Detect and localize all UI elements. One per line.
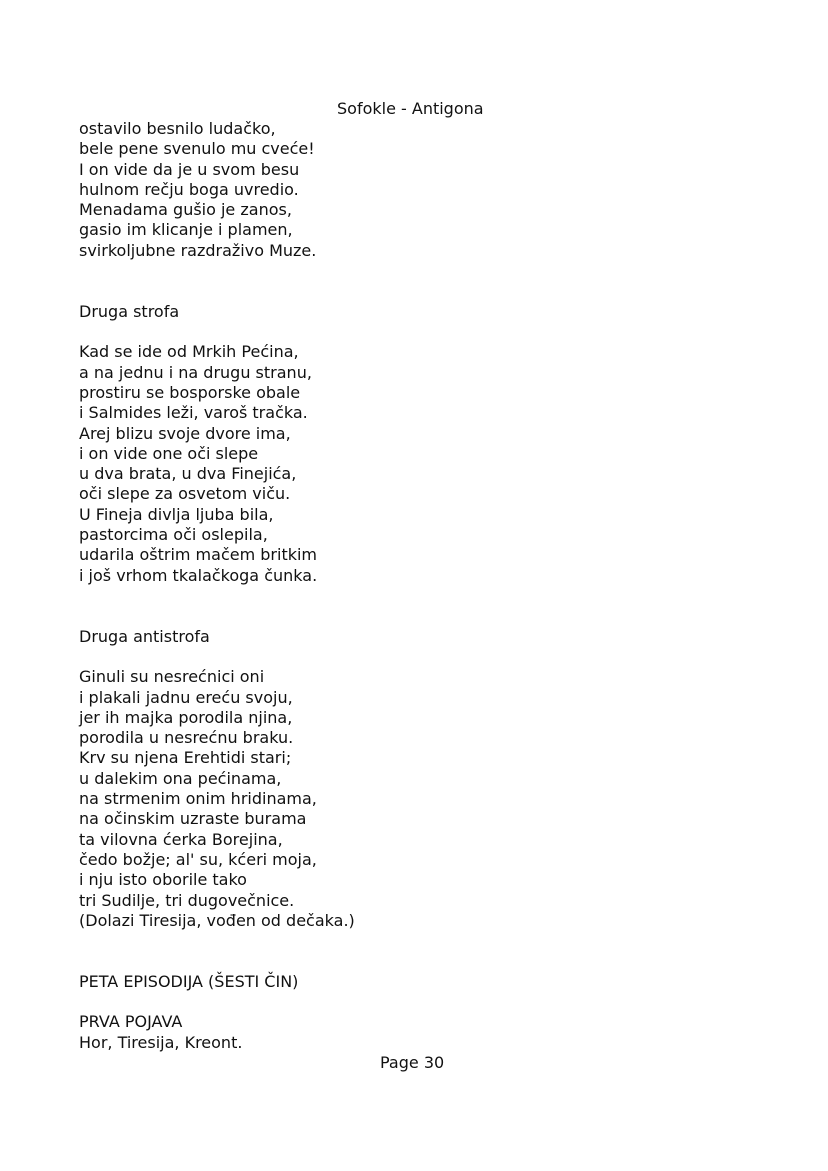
section-heading-druga-antistrofa: Druga antistrofa: [79, 626, 210, 646]
verse-line: udarila oštrim mačem britkim: [79, 545, 318, 565]
verse-line: u dalekim ona pećinama,: [79, 768, 282, 788]
verse-line: gasio im klicanje i plamen,: [79, 220, 293, 240]
verse-line: I on vide da je u svom besu: [79, 159, 300, 179]
verse-block-3: [79, 667, 355, 931]
verse-block-1: [79, 119, 355, 261]
verse-line: U Fineja divlja ljuba bila,: [79, 504, 274, 524]
verse-line: a na jednu i na drugu stranu,: [79, 362, 312, 382]
verse-line: Ginuli su nesrećnici oni: [79, 667, 265, 687]
verse-line: na strmenim onim hridinama,: [79, 789, 317, 809]
verse-line: i on vide one oči slepe: [79, 443, 259, 463]
verse-line: u dva brata, u dva Finejića,: [79, 464, 297, 484]
stage-direction: (Dolazi Tiresija, vođen od dečaka.): [79, 910, 355, 930]
verse-line: prostiru se bosporske obale: [79, 382, 301, 402]
verse-line: pastorcima oči oslepila,: [79, 525, 268, 545]
verse-line: oči slepe za osvetom viču.: [79, 484, 291, 504]
verse-line: Menadama gušio je zanos,: [79, 200, 292, 220]
verse-line: tri Sudilje, tri dugovečnice.: [79, 890, 295, 910]
running-header: Sofokle - Antigona: [337, 99, 484, 118]
verse-line: ta vilovna ćerka Borejina,: [79, 829, 283, 849]
verse-line: Krv su njena Erehtidi stari;: [79, 748, 292, 768]
verse-line: na očinskim uzraste burama: [79, 809, 307, 829]
verse-line: bele pene svenulo mu cveće!: [79, 139, 315, 159]
verse-line: porodila u nesrećnu braku.: [79, 728, 294, 748]
verse-line: Kad se ide od Mrkih Pećina,: [79, 342, 299, 362]
verse-line: i plakali jadnu ereću svoju,: [79, 687, 293, 707]
scene-heading: PRVA POJAVA: [79, 1012, 183, 1032]
page-number: Page 30: [380, 1053, 445, 1072]
page-content: [79, 119, 355, 1053]
scene-block: [79, 1012, 355, 1053]
verse-line: čedo božje; al' su, kćeri moja,: [79, 849, 317, 869]
verse-line: ostavilo besnilo ludačko,: [79, 119, 276, 138]
character-list: Hor, Tiresija, Kreont.: [79, 1032, 243, 1052]
verse-line: i još vrhom tkalačkoga čunka.: [79, 565, 318, 585]
section-heading-druga-strofa: Druga strofa: [79, 302, 180, 322]
verse-line: i Salmides leži, varoš tračka.: [79, 403, 308, 423]
verse-line: i nju isto oborile tako: [79, 870, 247, 890]
verse-line: svirkoljubne razdraživo Muze.: [79, 240, 317, 260]
verse-block-2: [79, 342, 355, 586]
verse-line: Arej blizu svoje dvore ima,: [79, 423, 291, 443]
episode-heading: PETA EPISODIJA (ŠESTI ČIN): [79, 972, 299, 992]
verse-line: jer ih majka porodila njina,: [79, 707, 293, 727]
verse-line: hulnom rečju boga uvredio.: [79, 179, 299, 199]
